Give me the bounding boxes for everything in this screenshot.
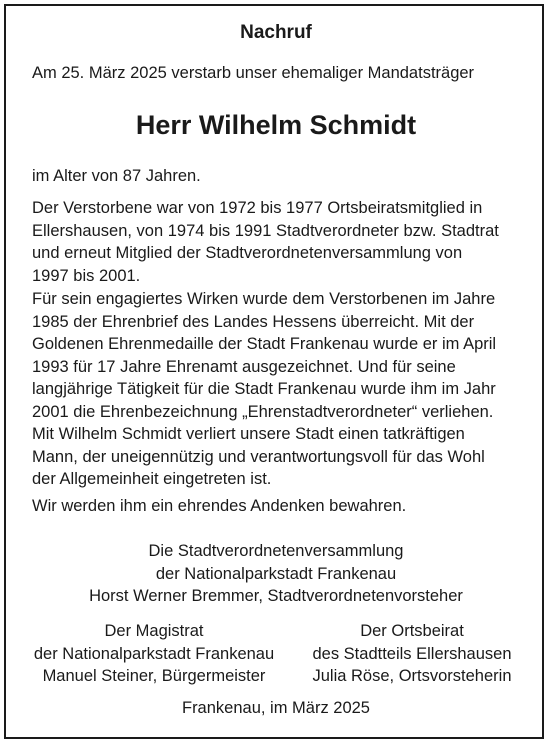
text-line: Wir werden ihm ein ehrendes Andenken bewahren. <box>32 497 407 515</box>
obituary-heading: Nachruf <box>240 22 312 43</box>
text-line: Mit Wilhelm Schmidt verliert unsere Stadt einen tatkräftigen <box>32 425 465 443</box>
signature-line: Der Magistrat <box>104 622 204 640</box>
closing-paragraph <box>32 495 522 518</box>
text-line: langjährige Tätigkeit für die Stadt Frankenau wurde ihm im Jahr <box>32 380 496 398</box>
place-date-line: Frankenau, im März 2025 <box>181 699 370 717</box>
text-line: Goldenen Ehrenmedaille der Stadt Frankenau wurde er im April <box>32 335 497 353</box>
signature-line: Manuel Steiner, Bürgermeister <box>42 667 266 685</box>
signature-magistrate <box>26 620 282 688</box>
text-line: Für sein engagiertes Wirken wurde dem Verstorbenen im Jahre <box>32 290 496 308</box>
text-line: Der Verstorbene war von 1972 bis 1977 Ortsbeiratsmitglied in <box>32 199 483 217</box>
signature-local-council <box>294 620 530 688</box>
text-line: 1997 bis 2001. <box>32 266 141 285</box>
text-line: Ellershausen, von 1974 bis 1991 Stadtverordneter bzw. Stadtrat <box>32 221 499 240</box>
text-line: der Allgemeinheit eingetreten ist. <box>32 470 272 488</box>
text-line: im Alter von 87 Jahren. <box>32 167 201 185</box>
text-line: 2001 die Ehrenbezeichnung „Ehrenstadtverordneter“ verliehen. <box>32 402 494 421</box>
signature-line: Der Ortsbeirat <box>360 622 464 640</box>
signature-line: Julia Röse, Ortsvorsteherin <box>312 667 512 685</box>
career-paragraph <box>32 197 522 287</box>
text-line: 1985 der Ehrenbrief des Landes Hessens überreicht. Mit der <box>32 312 475 331</box>
intro-line: Am 25. März 2025 verstarb unser ehemaliger Mandatsträger <box>32 64 475 82</box>
text-line: 1993 für 17 Jahre Ehrenamt ausgezeichnet. Und für seine <box>32 357 456 376</box>
honors-paragraph <box>32 288 522 423</box>
text-line: und erneut Mitglied der Stadtverordnetenversammlung von <box>32 244 463 262</box>
signature-line: Die Stadtverordnetenversammlung <box>148 542 404 560</box>
signature-line: Horst Werner Bremmer, Stadtverordnetenvorsteher <box>89 587 463 605</box>
signature-line: der Nationalparkstadt Frankenau <box>155 564 397 583</box>
signature-council <box>28 540 524 608</box>
signature-line: des Stadtteils Ellershausen <box>312 644 512 663</box>
age-paragraph <box>32 165 522 188</box>
text-line: Mann, der uneigennützig und verantwortungsvoll für das Wohl <box>32 447 485 466</box>
tribute-paragraph <box>32 423 522 491</box>
signature-line: der Nationalparkstadt Frankenau <box>33 644 275 663</box>
deceased-name: Herr Wilhelm Schmidt <box>135 110 417 140</box>
